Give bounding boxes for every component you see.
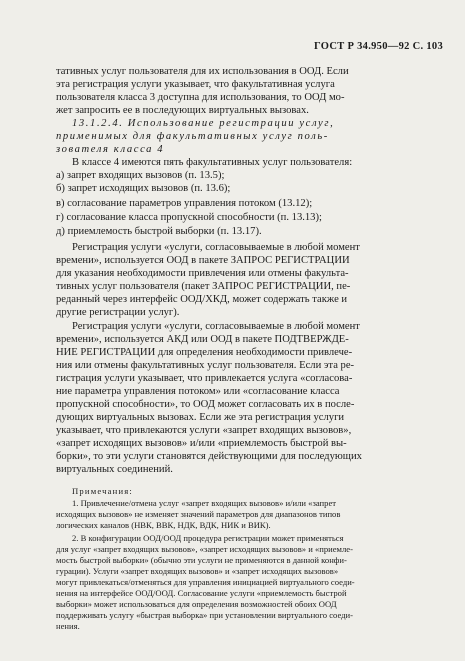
text-line: гистрация услуги указывает, что привлекается услуга «согласова-	[56, 373, 353, 384]
note-line: нения на интерфейсе ООД/ООД. Согласование услуги «приемлемость быстрой	[56, 588, 347, 598]
note-line: поддерживать услугу «быстрая выборка» при установлении виртуального соеди-	[56, 610, 353, 620]
text-line: пользователя класса 3 доступна для использования, то ООД мо-	[56, 92, 345, 103]
text-line: НИЕ РЕГИСТРАЦИИ для определения необходимости привлече-	[56, 347, 353, 358]
note-line: выборки» может использоваться для определения возможностей обоих ООД	[56, 599, 337, 609]
note-line: логических каналов (НВК, ВВК, НДК, ВДК, НИК и ВИК).	[56, 520, 271, 530]
text-line: реданный через интерфейс ООД/ХКД, может содержать также и	[56, 294, 348, 305]
note-line: гурации). Услуги «запрет входящих вызовов» и «запрет исходящих вызовов»	[56, 566, 339, 576]
note-line: нения.	[56, 621, 80, 631]
text-line: пропускной способности», то ООД может согласовать их в после-	[56, 399, 355, 410]
text-line: для указания необходимости привлечения или отмены факульта-	[56, 268, 349, 279]
text-line: Регистрация услуги «услуги, согласовываемые в любой момент	[72, 321, 360, 332]
text-line: Регистрация услуги «услуги, согласовываемые в любой момент	[72, 242, 360, 253]
list-item: д) приемлемость быстрой выборки (п. 13.17).	[56, 226, 262, 237]
text-line: ние параметра управления потоком» или «согласование класса	[56, 386, 340, 397]
note-line: 2. В конфигурации ООД/ООД процедура регистрации может применяться	[72, 533, 344, 543]
note-line: для услуг «запрет входящих вызовов», «запрет исходящих вызовов» и «приемле-	[56, 544, 353, 554]
note-line: 1. Привлечение/отмена услуг «запрет входящих вызовов» и/или «запрет	[72, 498, 337, 508]
section-heading: применимых для факультативных услуг поль-	[56, 131, 329, 142]
text-line: дующих виртуальных вызовах. Если же эта регистрация услуги	[56, 412, 345, 423]
text-line: виртуальных соединений.	[56, 464, 173, 475]
text-line: времени», используется АКД или ООД в пакете ПОДТВЕРЖДЕ-	[56, 334, 349, 345]
text-line: борки», то эти услуги становятся действующими для последующих	[56, 451, 362, 462]
text-line: эта регистрация услуги указывает, что факультативная услуга	[56, 79, 335, 90]
note-line: мость быстрой выборки» (обычно эти услуги не применяются в данной конфи-	[56, 555, 347, 565]
text-line: В классе 4 имеются пять факультативных услуг пользователя:	[72, 157, 353, 168]
text-line: времени», используется ООД в пакете ЗАПРОС РЕГИСТРАЦИИ	[56, 255, 350, 266]
list-item: а) запрет входящих вызовов (п. 13.5);	[56, 170, 225, 181]
text-line: тивных услуг пользователя (пакет ЗАПРОС РЕГИСТРАЦИИ, пе-	[56, 281, 351, 292]
text-line: другие регистрации услуг).	[56, 307, 180, 318]
text-line: указывает, что привлекаются услуги «запрет входящих вызовов»,	[56, 425, 352, 436]
section-heading: 13.1.2.4. Использование регистрации услуг,	[72, 118, 335, 129]
text-line: ния или отмены факультативных услуг пользователя. Если эта ре-	[56, 360, 355, 371]
text-line: жет запросить ее в последующих виртуальных вызовах.	[56, 105, 309, 116]
text-line: тативных услуг пользователя для их использования в ООД. Если	[56, 66, 349, 77]
page-header: ГОСТ Р 34.950—92 С. 103	[314, 41, 443, 52]
note-line: могут привлекаться/отменяться для управления инициацией виртуального соеди-	[56, 577, 355, 587]
notes-title: Примечания:	[72, 486, 134, 496]
section-heading: зователя класса 4	[56, 144, 165, 155]
note-line: исходящих вызовов» не изменяет значений параметров для диапазонов типов	[56, 509, 341, 519]
list-item: б) запрет исходящих вызовов (п. 13.6);	[56, 183, 231, 194]
list-item: г) согласование класса пропускной способности (п. 13.13);	[56, 212, 322, 223]
text-line: «запрет исходящих вызовов» и/или «приемлемость быстрой вы-	[56, 438, 347, 449]
list-item: в) согласование параметров управления потоком (13.12);	[56, 198, 313, 209]
